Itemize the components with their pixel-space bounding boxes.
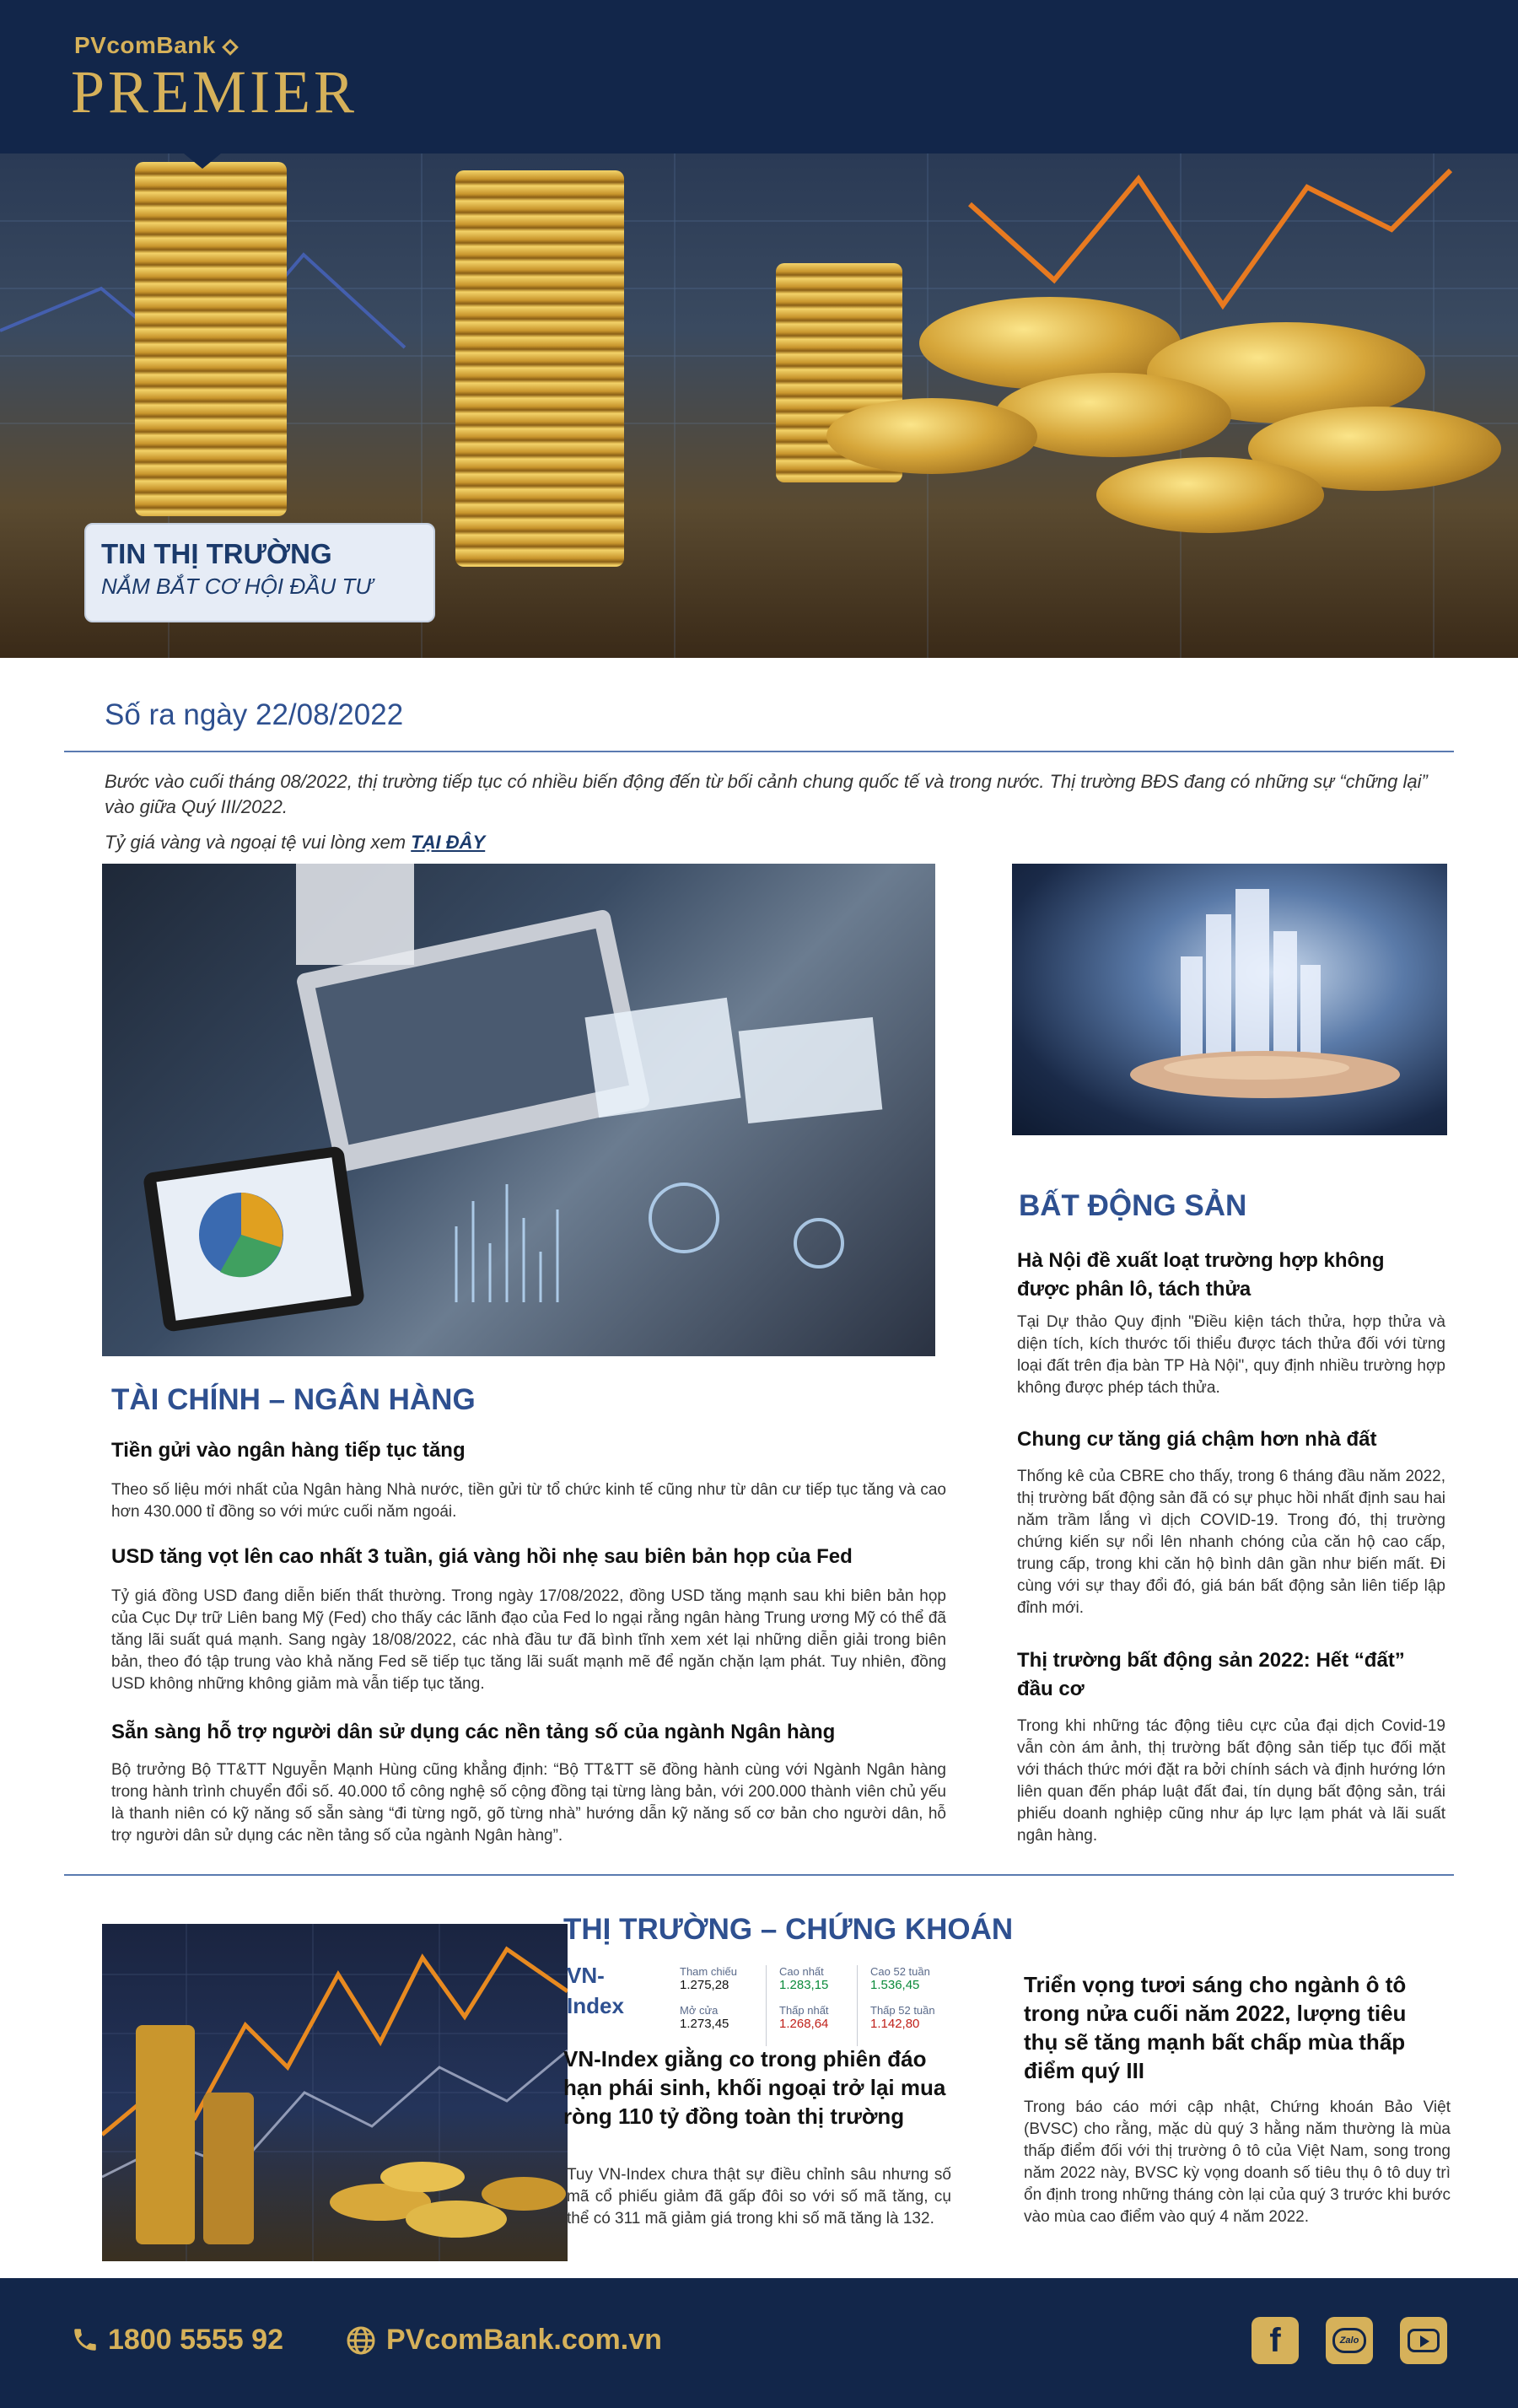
play-icon <box>1420 2335 1429 2347</box>
finance-section-title: TÀI CHÍNH – NGÂN HÀNG <box>111 1383 476 1416</box>
stat-label: Mở cửa <box>680 2004 719 2017</box>
divider <box>64 751 1454 752</box>
stock-article-1-body: Tuy VN-Index chưa thật sự điều chỉnh sâu nhưng số mã cổ phiếu giảm đã gấp đôi so với số mã tăng, cụ thể có 311 mã giảm giá trong khi số mã tăng là 132. <box>567 2166 951 2228</box>
stat-value: 1.273,45 <box>680 2017 729 2031</box>
zalo-icon[interactable] <box>1326 2317 1373 2364</box>
stock-article-2-body: Trong báo cáo mới cập nhật, Chứng khoán Bảo Việt (BVSC) cho rằng, mặc dù quý 3 hằng năm thường là mùa thấp điểm đối với thị trường ô tô của Việt Nam, song trong năm 2022 này, BVSC kỳ vọng doanh số tiêu thụ ô tô duy trì ổn định trong những tháng còn lại của quý 3 trước khi bước vào mùa cao điểm vào quý 4 năm 2022. <box>1024 2098 1451 2226</box>
stock-image <box>102 1924 568 2261</box>
coin <box>826 398 1037 474</box>
rates-line <box>105 830 1445 855</box>
stat-low <box>779 2004 864 2031</box>
coin-stack <box>455 170 624 567</box>
vn-index-label <box>567 1960 624 2021</box>
real-estate-image <box>1012 864 1447 1135</box>
page-footer <box>0 2278 1518 2408</box>
hero-caption <box>84 523 435 622</box>
re-article-1-body: Tại Dự thảo Quy định "Điều kiện tách thửa, hợp thửa và diện tích, kích thước tối thiểu được tách thửa đối với từng loại đất trên địa bàn TP Hà Nội", quy định nhiều trường hợp không được phép tách thửa. <box>1017 1313 1445 1397</box>
page-header <box>0 0 1518 154</box>
re-article-2-body: Thống kê của CBRE cho thấy, trong 6 tháng đầu năm 2022, thị trường bất động sản đã có sự phục hồi nhất định sau hai năm trầm lắng vì dịch COVID-19. Trong đó, thị trường chứng kiến sự nổi lên nhanh chóng của căn hộ cao cấp, trung cấp, trong khi căn hộ bình dân gần như biến mất. Đi cùng với sự thay đổi đó, giá bán bất động sản liên tiếp lập đỉnh mới. <box>1017 1468 1445 1617</box>
website-link[interactable]: PVcomBank.com.vn <box>386 2324 662 2356</box>
vn-index-label-line1: VN- <box>567 1963 605 1988</box>
stock-article-2-title[interactable]: Triển vọng tươi sáng cho ngành ô tô trong nửa cuối năm 2022, lượng tiêu thụ sẽ tăng mạnh bất chấp mùa thấp điểm quý III <box>1024 1972 1407 2083</box>
re-article-3-body: Trong khi những tác động tiêu cực của đại dịch Covid-19 vẫn còn ám ảnh, thị trường bất động sản tiếp tục đối mặt với thách thức mới đặt ra bởi chính sách và định hướng lớn liên quan đến pháp luật đất đai, tín dụng bất động sản, trái phiếu doanh nghiệp cũng như áp lực lạm phát và lãi suất ngân hàng. <box>1017 1717 1445 1845</box>
finance-article-2-body: Tỷ giá đồng USD đang diễn biến thất thường. Trong ngày 17/08/2022, đồng USD tăng mạnh sau khi biên bản họp của Cục Dự trữ Liên bang Mỹ (Fed) cho thấy các lãnh đạo của Fed lo ngại rằng ngân hàng Trung ương Mỹ có thể đã tăng lãi suất quá mạnh. Sang ngày 18/08/2022, các nhà đầu tư đã bình tĩnh xem xét lại những diễn giải trong biên bản, theo đó tập trung vào khả năng Fed sẽ tiếp tục tăng lãi suất mạnh mẽ để ngăn chặn lạm phát. Tuy nhiên, đồng USD không những không giảm mà vẫn tiếp tục tăng. <box>111 1587 946 1693</box>
brand-premier: PREMIER <box>71 58 358 126</box>
zalo-bubble: Zalo <box>1332 2328 1366 2353</box>
finance-image-art <box>102 864 935 1356</box>
vn-index-table <box>680 1965 950 2050</box>
stat-52w-low <box>870 2004 955 2031</box>
stat-label: Tham chiếu <box>680 1965 737 1978</box>
re-article-1-title[interactable]: Hà Nội đề xuất loạt trường hợp không được phân lô, tách thửa <box>1017 1249 1385 1301</box>
youtube-frame <box>1408 2329 1440 2352</box>
coin <box>1096 457 1324 533</box>
stat-open <box>680 2004 764 2031</box>
re-article-2-title[interactable]: Chung cư tăng giá chậm hơn nhà đất <box>1017 1428 1377 1451</box>
brand-name: PVcomBank <box>74 32 216 58</box>
finance-article-2-title[interactable]: USD tăng vọt lên cao nhất 3 tuần, giá vàng hồi nhẹ sau biên bản họp của Fed <box>111 1545 853 1568</box>
header-notch <box>184 154 221 169</box>
stat-label: Thấp nhất <box>779 2004 829 2017</box>
stat-value: 1.268,64 <box>779 2017 829 2031</box>
finance-article-1-body: Theo số liệu mới nhất của Ngân hàng Nhà nước, tiền gửi từ tổ chức kinh tế cũng như từ dân cư tiếp tục tăng và cao hơn 430.000 tỉ đồng so với mức cuối năm ngoái. <box>111 1481 946 1521</box>
brand-logo-small[interactable] <box>74 32 236 59</box>
coin-stack <box>135 162 287 516</box>
rates-prefix: Tỷ giá vàng và ngoại tệ vui lòng xem <box>105 832 412 853</box>
issue-date: Số ra ngày 22/08/2022 <box>105 698 404 731</box>
intro-paragraph: Bước vào cuối tháng 08/2022, thị trường tiếp tục có nhiều biến động đến từ bối cảnh chung quốc tế và trong nước. Thị trường BĐS đang có những sự “chững lại” vào giữa Quý III/2022. <box>105 771 1428 817</box>
real-estate-section-title: BẤT ĐỘNG SẢN <box>1019 1189 1247 1222</box>
diamond-icon <box>222 39 239 56</box>
table-divider <box>766 1965 767 2046</box>
stat-value: 1.283,15 <box>779 1978 829 1992</box>
stock-article-1-title[interactable]: VN-Index giằng co trong phiên đáo hạn phái sinh, khối ngoại trở lại mua ròng 110 tỷ đồng toàn thị trường <box>563 2046 946 2129</box>
stat-52w-high <box>870 1965 955 1992</box>
stat-value: 1.142,80 <box>870 2017 920 2031</box>
re-article-3-title[interactable]: Thị trường bất động sản 2022: Hết “đất” đầu cơ <box>1017 1649 1405 1700</box>
facebook-icon[interactable]: f <box>1252 2317 1299 2364</box>
finance-article-3-title[interactable]: Sẵn sàng hỗ trợ người dân sử dụng các nền tảng số của ngành Ngân hàng <box>111 1721 836 1743</box>
vn-index-label-line2: Index <box>567 1993 624 2018</box>
finance-article-3-body: Bộ trưởng Bộ TT&TT Nguyễn Mạnh Hùng cũng khẳng định: “Bộ TT&TT sẽ đồng hành cùng với Ngành Ngân hàng trong hành trình chuyển đổi số. 40.000 tổ công nghệ số cộng đồng tại từng làng bản, với 200.000 thành viên chủ yếu là thanh niên có kỹ năng số sẵn sàng “đi từng ngõ, gõ từng nhà” hướng dẫn kỹ năng số cơ bản cho người dân, hỗ trợ người dân sử dụng các nền tảng số của ngành Ngân hàng”. <box>111 1761 946 1845</box>
stock-image-art <box>102 1924 568 2261</box>
stat-reference <box>680 1965 764 1992</box>
stat-value: 1.536,45 <box>870 1978 920 1992</box>
intro-text <box>105 769 1445 820</box>
finance-image <box>102 864 935 1356</box>
stat-label: Cao nhất <box>779 1965 824 1978</box>
divider <box>64 1874 1454 1876</box>
stat-label: Cao 52 tuần <box>870 1965 930 1978</box>
phone-icon <box>71 2325 100 2354</box>
stat-label: Thấp 52 tuần <box>870 2004 935 2017</box>
stat-value: 1.275,28 <box>680 1978 729 1992</box>
real-estate-image-art <box>1012 864 1447 1135</box>
finance-article-1-title[interactable]: Tiền gửi vào ngân hàng tiếp tục tăng <box>111 1439 466 1462</box>
stat-high <box>779 1965 864 1992</box>
hotline[interactable]: 1800 5555 92 <box>108 2324 283 2356</box>
globe-icon <box>346 2325 376 2356</box>
youtube-icon[interactable] <box>1400 2317 1447 2364</box>
rates-link[interactable]: TẠI ĐÂY <box>411 832 486 853</box>
hero-subtitle: NẮM BẮT CƠ HỘI ĐẦU TƯ <box>101 574 373 599</box>
stocks-section-title: THỊ TRƯỜNG – CHỨNG KHOÁN <box>563 1913 1014 1946</box>
hero-title: TIN THỊ TRƯỜNG <box>101 538 332 569</box>
